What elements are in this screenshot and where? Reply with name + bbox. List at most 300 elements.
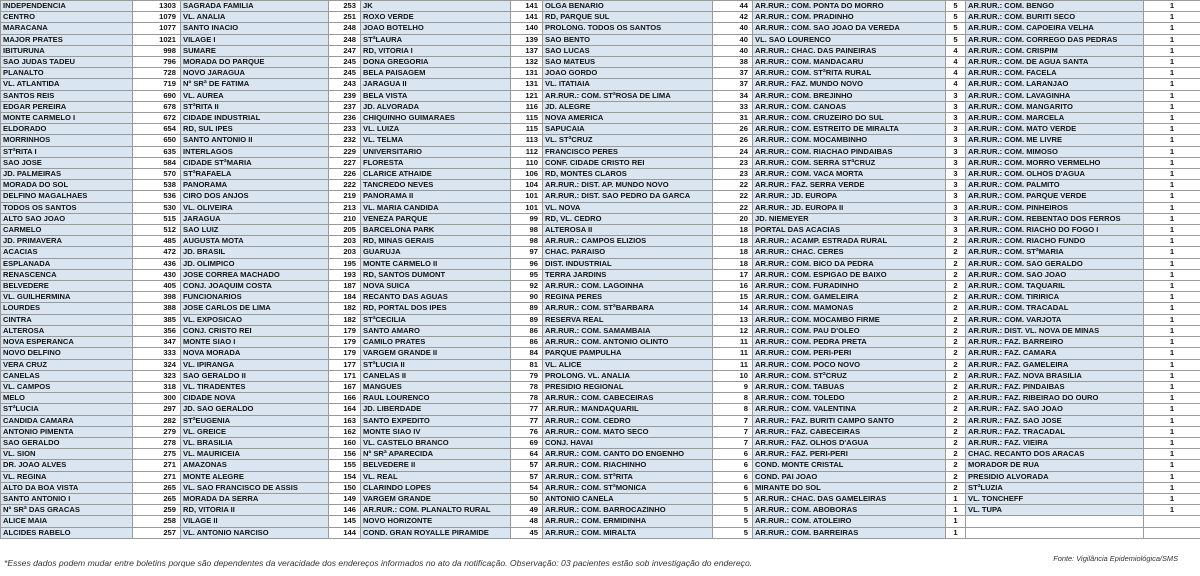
cell-name-4: RD, MONTES CLAROS [543, 169, 713, 180]
cell-name-5: AR.RUR.: FAZ. OLHOS D'AGUA [753, 437, 946, 448]
cell-name-6: AR.RUR.: COM. MARCELA [966, 113, 1144, 124]
cell-name-4: AR.RUR.: CAMPOS ELIZIOS [543, 236, 713, 247]
cell-name-1: SANTO ANTONIO I [1, 493, 133, 504]
cell-name-3: MONTE SIAO IV [361, 426, 511, 437]
cell-count-3: 86 [511, 337, 543, 348]
cell-name-2: JARAGUA [181, 213, 329, 224]
table-row [1, 516, 1200, 527]
cell-name-5: AR.RUR.: COM. ABOBORAS [753, 505, 946, 516]
cell-name-4: AR.RUR.: COM. CABECEIRAS [543, 393, 713, 404]
cell-name-1: ESPLANADA [1, 258, 133, 269]
cell-count-2: 163 [329, 415, 361, 426]
cell-count-6: 1 [1144, 471, 1200, 482]
cell-count-6: 1 [1144, 169, 1200, 180]
cell-count-5: 5 [946, 23, 966, 34]
cell-count-5: 4 [946, 57, 966, 68]
cell-name-1: DR. JOAO ALVES [1, 460, 133, 471]
cell-count-4: 26 [713, 135, 753, 146]
cell-count-1: 347 [133, 337, 181, 348]
cell-count-4: 40 [713, 45, 753, 56]
cell-count-5: 2 [946, 482, 966, 493]
table-body [1, 1, 1200, 539]
cell-count-4: 6 [713, 449, 753, 460]
table-row [1, 303, 1200, 314]
cell-name-4: SAPUCAIA [543, 124, 713, 135]
cell-count-1: 259 [133, 505, 181, 516]
table-row [1, 45, 1200, 56]
cell-name-6: STªLUZIA [966, 482, 1144, 493]
cell-name-6: AR.RUR.: COM. PARQUE VERDE [966, 191, 1144, 202]
cell-count-4: 24 [713, 146, 753, 157]
cell-name-5: AR.RUR.: COM. PRADINHO [753, 12, 946, 23]
table-row [1, 292, 1200, 303]
cell-name-1: VL. ATLANTIDA [1, 79, 133, 90]
cell-count-3: 79 [511, 370, 543, 381]
cell-name-2: VL. EXPOSICAO [181, 314, 329, 325]
table-row [1, 247, 1200, 258]
cell-name-5: AR.RUR.: JD. EUROPA [753, 191, 946, 202]
cell-name-3: CAMILO PRATES [361, 337, 511, 348]
cell-count-4: 20 [713, 213, 753, 224]
cell-name-2: VILAGE I [181, 34, 329, 45]
cell-count-6: 1 [1144, 247, 1200, 258]
cell-name-3: VL. LUIZA [361, 124, 511, 135]
cell-count-4: 22 [713, 191, 753, 202]
cell-name-2: Nº SRª DE FATIMA [181, 79, 329, 90]
cell-name-6: AR.RUR.: COM. RIACHO DO FOGO I [966, 225, 1144, 236]
cell-name-6: AR.RUR.: COM. FACELA [966, 68, 1144, 79]
cell-count-1: 678 [133, 101, 181, 112]
cell-name-6: AR.RUR.: COM. LARANJAO [966, 79, 1144, 90]
cell-name-6: VL. TUPA [966, 505, 1144, 516]
cell-count-6: 1 [1144, 34, 1200, 45]
cell-count-2: 145 [329, 516, 361, 527]
cell-count-3: 57 [511, 460, 543, 471]
cell-count-5: 2 [946, 381, 966, 392]
cell-name-3: PANORAMA II [361, 191, 511, 202]
cell-count-3: 141 [511, 12, 543, 23]
cell-name-2: VL. ANALIA [181, 12, 329, 23]
cell-name-1: TODOS OS SANTOS [1, 202, 133, 213]
cell-name-6: AR.RUR.: COM. MORRO VERMELHO [966, 157, 1144, 168]
cell-count-6: 1 [1144, 370, 1200, 381]
table-row [1, 337, 1200, 348]
cell-name-6: AR.RUR.: FAZ. GAMELEIRA [966, 359, 1144, 370]
cell-count-6: 1 [1144, 325, 1200, 336]
cell-count-4: 23 [713, 157, 753, 168]
cell-name-1: SAO GERALDO [1, 437, 133, 448]
cell-count-6: 1 [1144, 213, 1200, 224]
cell-count-4: 18 [713, 258, 753, 269]
cell-name-6: AR.RUR.: COM. CAPOEIRA VELHA [966, 23, 1144, 34]
cell-count-5: 3 [946, 213, 966, 224]
cell-count-4: 18 [713, 225, 753, 236]
cell-name-3: SANTO AMARO [361, 325, 511, 336]
cell-count-1: 271 [133, 460, 181, 471]
cell-count-1: 385 [133, 314, 181, 325]
cell-name-2: NOVA MORADA [181, 348, 329, 359]
cell-name-5: AR.RUR.: COM. GAMELEIRA [753, 292, 946, 303]
cell-name-3: CANELAS II [361, 370, 511, 381]
cell-count-4: 9 [713, 381, 753, 392]
cell-name-2: VL. ANTONIO NARCISO [181, 527, 329, 538]
table-row [1, 370, 1200, 381]
cell-name-6: AR.RUR.: COM. ME LIVRE [966, 135, 1144, 146]
cell-count-3: 57 [511, 471, 543, 482]
cell-name-4: AR.RUR.: COM. STªBARBARA [543, 303, 713, 314]
cell-count-3: 101 [511, 202, 543, 213]
cell-count-2: 245 [329, 57, 361, 68]
cell-name-1: ALTO SAO JOAO [1, 213, 133, 224]
source-credit: Fonte: Vigilância Epidemiológica/SMS [1053, 554, 1178, 563]
cell-count-6: 1 [1144, 449, 1200, 460]
cell-count-6: 1 [1144, 101, 1200, 112]
cell-name-3: AR.RUR.: COM. PLANALTO RURAL [361, 505, 511, 516]
cell-name-3: JOAO BOTELHO [361, 23, 511, 34]
cell-name-4: FRANCISCO PERES [543, 146, 713, 157]
cell-count-1: 436 [133, 258, 181, 269]
cell-name-6: CHAC. RECANTO DOS ARACAS [966, 449, 1144, 460]
cell-name-5: AR.RUR.: COM. BREJINHO [753, 90, 946, 101]
table-row [1, 493, 1200, 504]
cell-name-2: CIDADE STªMARIA [181, 157, 329, 168]
cell-name-1: PLANALTO [1, 68, 133, 79]
cell-name-3: VL. REAL [361, 471, 511, 482]
cell-name-3: JK [361, 1, 511, 12]
cell-count-6: 1 [1144, 359, 1200, 370]
cell-name-3: VARGEM GRANDE [361, 493, 511, 504]
cell-count-6: 1 [1144, 157, 1200, 168]
cell-count-3: 112 [511, 146, 543, 157]
table-row [1, 12, 1200, 23]
cell-name-5: COND. MONTE CRISTAL [753, 460, 946, 471]
cell-name-3: JD. ALVORADA [361, 101, 511, 112]
cell-name-2: SUMARE [181, 45, 329, 56]
cell-count-3: 78 [511, 381, 543, 392]
table-row [1, 381, 1200, 392]
cell-name-4: DIST. INDUSTRIAL [543, 258, 713, 269]
cell-name-6: AR.RUR.: COM. RIACHO FUNDO [966, 236, 1144, 247]
cell-name-4: PARQUE PAMPULHA [543, 348, 713, 359]
cell-name-6: AR.RUR.: FAZ. VIEIRA [966, 437, 1144, 448]
cell-name-4: SAO BENTO [543, 34, 713, 45]
cell-name-2: CIDADE NOVA [181, 393, 329, 404]
cell-count-5: 3 [946, 157, 966, 168]
cell-name-3: VL. TELMA [361, 135, 511, 146]
cell-count-2: 229 [329, 146, 361, 157]
cell-count-4: 14 [713, 303, 753, 314]
cell-count-2: 160 [329, 437, 361, 448]
cell-name-1: STªLUCIA [1, 404, 133, 415]
cell-count-1: 356 [133, 325, 181, 336]
cell-count-5: 4 [946, 68, 966, 79]
cell-count-2: 233 [329, 124, 361, 135]
cell-count-5: 3 [946, 180, 966, 191]
cell-name-3: RD, SANTOS DUMONT [361, 269, 511, 280]
cell-name-5: PORTAL DAS ACACIAS [753, 225, 946, 236]
cell-name-1: SAO JUDAS TADEU [1, 57, 133, 68]
cell-name-3: NOVO HORIZONTE [361, 516, 511, 527]
cell-name-2: CONJ. JOAQUIM COSTA [181, 281, 329, 292]
cell-count-5: 2 [946, 258, 966, 269]
cell-count-4: 31 [713, 113, 753, 124]
cell-name-4: AR.RUR.: DIST. SAO PEDRO DA GARCA [543, 191, 713, 202]
cell-count-4: 5 [713, 516, 753, 527]
cell-count-5: 5 [946, 12, 966, 23]
cell-name-5: AR.RUR.: COM. SERRA STªCRUZ [753, 157, 946, 168]
cell-count-2: 213 [329, 202, 361, 213]
table-row [1, 348, 1200, 359]
cell-count-5: 2 [946, 236, 966, 247]
cell-count-6: 1 [1144, 191, 1200, 202]
cell-name-2: MORADA DO PARQUE [181, 57, 329, 68]
cell-name-1: ELDORADO [1, 124, 133, 135]
cell-name-5: AR.RUR.: COM. ESPIGAO DE BAIXO [753, 269, 946, 280]
cell-name-1: IBITURUNA [1, 45, 133, 56]
cell-count-4: 7 [713, 415, 753, 426]
cell-name-5: AR.RUR.: COM. VACA MORTA [753, 169, 946, 180]
table-row [1, 202, 1200, 213]
cell-name-1: MELO [1, 393, 133, 404]
cell-count-5: 3 [946, 90, 966, 101]
cell-name-4: AR.RUR.: COM. STªMONICA [543, 482, 713, 493]
cell-name-2: CIRO DOS ANJOS [181, 191, 329, 202]
cell-name-4: NOVA AMERICA [543, 113, 713, 124]
cell-count-3: 81 [511, 359, 543, 370]
cell-name-4: AR.RUR.: COM. MATO SECO [543, 426, 713, 437]
table-row [1, 135, 1200, 146]
cell-count-4: 6 [713, 471, 753, 482]
cell-name-4: RESERVA REAL [543, 314, 713, 325]
cell-count-2: 245 [329, 68, 361, 79]
table-row [1, 437, 1200, 448]
cell-name-3: FLORESTA [361, 157, 511, 168]
table-row [1, 34, 1200, 45]
cell-name-3: TANCREDO NEVES [361, 180, 511, 191]
cell-name-5: VL. SAO LOURENCO [753, 34, 946, 45]
cell-count-5: 2 [946, 359, 966, 370]
cell-count-1: 265 [133, 482, 181, 493]
cell-count-4: 37 [713, 68, 753, 79]
cell-name-2: AMAZONAS [181, 460, 329, 471]
cell-name-1: VL. GUILHERMINA [1, 292, 133, 303]
cell-name-1: NOVO DELFINO [1, 348, 133, 359]
cell-count-3: 101 [511, 191, 543, 202]
cell-name-2: SAO GERALDO II [181, 370, 329, 381]
cell-name-1: MONTE CARMELO I [1, 113, 133, 124]
cell-count-6: 1 [1144, 381, 1200, 392]
cell-count-5: 2 [946, 314, 966, 325]
cell-name-3: UNIVERSITARIO [361, 146, 511, 157]
cell-name-4: TERRA JARDINS [543, 269, 713, 280]
cell-name-4: AR.RUR.: COM. CEDRO [543, 415, 713, 426]
footer [2, 556, 1198, 574]
cell-name-2: STªEUGENIA [181, 415, 329, 426]
cell-count-3: 106 [511, 169, 543, 180]
cell-count-2: 248 [329, 34, 361, 45]
cell-count-3: 76 [511, 426, 543, 437]
cell-name-5: AR.RUR.: COM. ESTREITO DE MIRALTA [753, 124, 946, 135]
cell-count-5: 2 [946, 370, 966, 381]
cell-name-5: AR.RUR.: ACAMP. ESTRADA RURAL [753, 236, 946, 247]
cell-name-4: CONF. CIDADE CRISTO REI [543, 157, 713, 168]
cell-count-4: 11 [713, 359, 753, 370]
cell-name-4: VL. STªCRUZ [543, 135, 713, 146]
cell-count-6: 1 [1144, 79, 1200, 90]
cell-name-2: VL. GREICE [181, 426, 329, 437]
cell-count-4: 18 [713, 247, 753, 258]
cell-name-3: MONTE CARMELO II [361, 258, 511, 269]
cell-name-5: AR.RUR.: COM. PEDRA PRETA [753, 337, 946, 348]
cell-name-6: AR.RUR.: COM. REBENTAO DOS FERROS [966, 213, 1144, 224]
cell-count-1: 265 [133, 493, 181, 504]
cell-count-3: 131 [511, 68, 543, 79]
cell-count-6: 1 [1144, 135, 1200, 146]
cell-count-1: 279 [133, 426, 181, 437]
cell-name-3: VENEZA PARQUE [361, 213, 511, 224]
cell-name-6: AR.RUR.: COM. MANGARITO [966, 101, 1144, 112]
table-row [1, 527, 1200, 538]
cell-name-6 [966, 516, 1144, 527]
cell-name-4: AR.RUR.: MANDAQUARIL [543, 404, 713, 415]
table-row [1, 213, 1200, 224]
cell-name-6: AR.RUR.: COM. PINHEIROS [966, 202, 1144, 213]
cell-name-4: VL. ITATIAIA [543, 79, 713, 90]
cell-name-4: JD. ALEGRE [543, 101, 713, 112]
table-row [1, 258, 1200, 269]
table-row [1, 57, 1200, 68]
cell-name-5: AR.RUR.: COM. MOCAMBO FIRME [753, 314, 946, 325]
table-row [1, 124, 1200, 135]
cell-count-2: 167 [329, 381, 361, 392]
cell-count-5: 2 [946, 437, 966, 448]
cell-name-3: VL. CASTELO BRANCO [361, 437, 511, 448]
cell-count-4: 38 [713, 57, 753, 68]
cell-count-4: 17 [713, 269, 753, 280]
cell-name-5: AR.RUR.: FAZ. MUNDO NOVO [753, 79, 946, 90]
cell-name-5: AR.RUR.: COM. POCO NOVO [753, 359, 946, 370]
cell-name-1: CINTRA [1, 314, 133, 325]
cell-count-5: 2 [946, 325, 966, 336]
cell-name-1: NOVA ESPERANCA [1, 337, 133, 348]
cell-name-1: Nº SRª DAS GRACAS [1, 505, 133, 516]
cell-count-5: 1 [946, 516, 966, 527]
cell-name-4: AR.RUR.: COM. RIACHINHO [543, 460, 713, 471]
cell-count-1: 650 [133, 135, 181, 146]
cell-name-5: AR.RUR.: COM. ATOLEIRO [753, 516, 946, 527]
cell-count-5: 2 [946, 337, 966, 348]
cell-name-2: RD, VITORIA II [181, 505, 329, 516]
cell-count-6: 1 [1144, 460, 1200, 471]
cell-count-4: 10 [713, 370, 753, 381]
table-row [1, 225, 1200, 236]
cell-name-1: JD. PRIMAVERA [1, 236, 133, 247]
cell-count-2: 210 [329, 213, 361, 224]
cell-name-2: SAO LUIZ [181, 225, 329, 236]
cell-name-5: AR.RUR.: COM. VALENTINA [753, 404, 946, 415]
table-row [1, 101, 1200, 112]
cell-count-2: 253 [329, 1, 361, 12]
cell-count-2: 184 [329, 292, 361, 303]
cell-count-3: 90 [511, 292, 543, 303]
cell-count-4: 8 [713, 393, 753, 404]
cell-count-2: 232 [329, 135, 361, 146]
cell-count-5: 1 [946, 505, 966, 516]
table-row [1, 359, 1200, 370]
cell-count-5: 1 [946, 493, 966, 504]
cell-count-3: 78 [511, 393, 543, 404]
cell-count-3: 131 [511, 79, 543, 90]
cell-name-1: ACACIAS [1, 247, 133, 258]
cell-name-4: OLGA BENARIO [543, 1, 713, 12]
table-row [1, 449, 1200, 460]
cell-count-3: 98 [511, 236, 543, 247]
cell-count-1: 1077 [133, 23, 181, 34]
cell-count-5: 2 [946, 449, 966, 460]
cell-name-5: AR.RUR.: CHAC. DAS GAMELEIRAS [753, 493, 946, 504]
cell-count-2: 247 [329, 45, 361, 56]
cell-count-2: 179 [329, 337, 361, 348]
cell-count-3: 104 [511, 180, 543, 191]
cell-count-1: 257 [133, 527, 181, 538]
cell-count-2: 237 [329, 101, 361, 112]
cell-count-3: 89 [511, 314, 543, 325]
cell-count-2: 227 [329, 157, 361, 168]
cell-count-6: 1 [1144, 258, 1200, 269]
cell-count-1: 672 [133, 113, 181, 124]
cell-count-5: 2 [946, 460, 966, 471]
cell-count-6 [1144, 527, 1200, 538]
cell-count-1: 512 [133, 225, 181, 236]
cell-count-1: 275 [133, 449, 181, 460]
cell-count-4: 8 [713, 404, 753, 415]
cell-count-1: 282 [133, 415, 181, 426]
cell-count-6: 1 [1144, 292, 1200, 303]
cell-count-5: 2 [946, 426, 966, 437]
cell-count-1: 584 [133, 157, 181, 168]
cell-count-1: 388 [133, 303, 181, 314]
cell-name-4: AR.RUR.: COM. CANTO DO ENGENHO [543, 449, 713, 460]
cell-name-3: STªLAURA [361, 34, 511, 45]
cell-count-1: 635 [133, 146, 181, 157]
cell-count-3: 115 [511, 113, 543, 124]
cell-name-3: BARCELONA PARK [361, 225, 511, 236]
cell-name-2: FUNCIONARIOS [181, 292, 329, 303]
cell-name-3: RD, PORTAL DOS IPES [361, 303, 511, 314]
cell-name-6: AR.RUR.: COM. TRACADAL [966, 303, 1144, 314]
cell-name-2: JD. BRASIL [181, 247, 329, 258]
cell-name-2: STªRITA II [181, 101, 329, 112]
cell-count-5: 3 [946, 135, 966, 146]
cell-count-1: 430 [133, 269, 181, 280]
cell-count-6: 1 [1144, 281, 1200, 292]
cell-name-6: AR.RUR.: FAZ. NOVA BRASILIA [966, 370, 1144, 381]
cell-count-6: 1 [1144, 12, 1200, 23]
cell-count-4: 16 [713, 281, 753, 292]
cell-name-6: AR.RUR.: COM. MIMOSO [966, 146, 1144, 157]
cell-count-1: 536 [133, 191, 181, 202]
cell-name-1: ALTEROSA [1, 325, 133, 336]
cell-count-4: 12 [713, 325, 753, 336]
cell-count-2: 243 [329, 79, 361, 90]
cell-name-3: CLARICE ATHAIDE [361, 169, 511, 180]
cell-name-2: VL. SAO FRANCISCO DE ASSIS [181, 482, 329, 493]
cell-count-6: 1 [1144, 57, 1200, 68]
table-row [1, 415, 1200, 426]
cell-count-1: 570 [133, 169, 181, 180]
cell-name-5: AR.RUR.: COM. MANDACARU [753, 57, 946, 68]
cell-name-2: JD. OLIMPICO [181, 258, 329, 269]
